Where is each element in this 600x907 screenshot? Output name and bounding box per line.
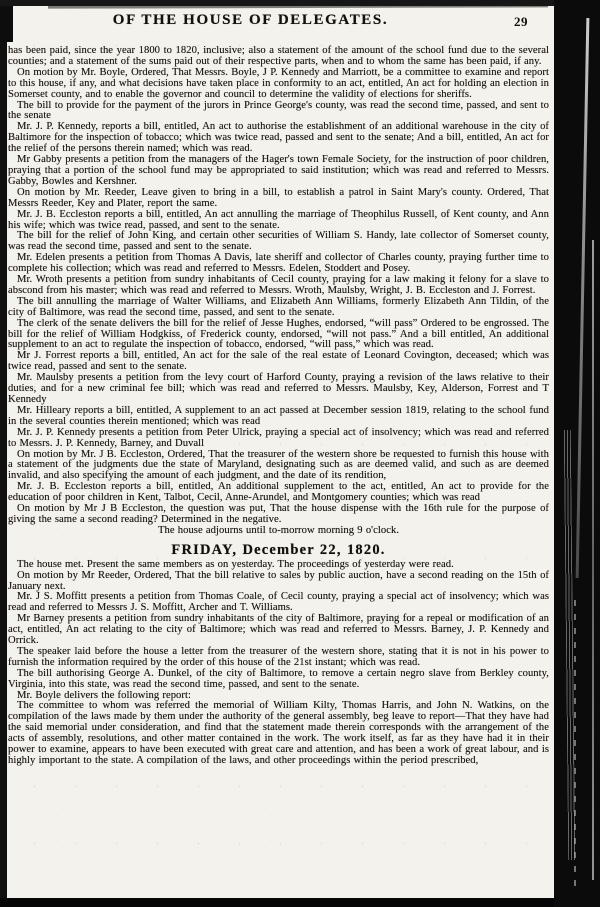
- paragraph: On motion by Mr. Boyle, Ordered, That Messrs. Boyle, J P. Kennedy and Marriott, be a committee to examine and report to this house, if any, and what decisions have taken place in conformity to an act, entitled, An act for holding an election in Somerset county, and to enable the governor and council to determine the validity of elections for sheriffs.: [8, 66, 549, 100]
- paragraph: The clerk of the senate delivers the bill for the relief of Jesse Hughes, endorsed, “will pass” Ordered to be engrossed. The bill for the relief of William Hodgkiss, of Frederick county, endorsed, “will not pass.” And a bill entitled, An additional supplement to an act to regulate the inspection of tobacco, endorsed, “will pass,” which was read.: [8, 317, 549, 351]
- paragraph: Mr. Edelen presents a petition from Thomas A Davis, late sheriff and collector of Charles county, praying further time to complete his collection; which was read and referred to Messrs. Edelen, Stoddert and Posey.: [8, 252, 549, 275]
- page-body: [8, 46, 549, 767]
- scan-edge-right: [554, 0, 600, 907]
- paragraph: Mr J. Forrest reports a bill, entitled, An act for the sale of the real estate of Leonard Covington, deceased; which was twice read, passed and sent to the senate.: [8, 350, 549, 373]
- paragraph: Mr. Wroth presents a petition from sundry inhabitants of Cecil county, praying for a law making it felony for a slave to abscond from his master; which was read and referred to Messrs. Wroth, Maulsby, Wright, J. B. Eccleston and J. Forrest.: [8, 274, 549, 296]
- scan-blotch-top-left: [0, 6, 13, 42]
- paragraph: Mr. J. P. Kennedy, reports a bill, entitled, An act to authorise the establishment of an additional warehouse in the city of Baltimore for the inspection of tobacco; which was twice read, passed and sent to the senate; And a bill, entitled, An act for the relief of the persons therein named; which was read.: [8, 121, 549, 155]
- paragraph: On motion by Mr Reeder, Ordered, That the bill relative to sales by public auction, have a second reading on the 15th of January next.: [8, 569, 549, 592]
- book-page: [7, 6, 554, 898]
- paragraph: On motion by Mr. Reeder, Leave given to bring in a bill, to establish a patrol in Saint Mary's county. Ordered, That Messrs Reeder, Key and Plater, report the same.: [8, 186, 549, 209]
- paragraph: The bill annulling the marriage of Walter Williams, and Elizabeth Ann Williams, formerly Elizabeth Ann Tildin, of the city of Baltimore, was read the second time, passed, and sent to the senate.: [8, 295, 549, 318]
- paragraph: The house met. Present the same members as on yesterday. The proceedings of yesterday were read.: [17, 558, 454, 570]
- scan-edge-bottom: [0, 898, 600, 907]
- friday-session-heading: FRIDAY, December 22, 1820.: [171, 541, 386, 558]
- paragraph: Mr. Maulsby presents a petition from the levy court of Harford County, praying a revision of the laws relative to their duties, and for a new criminal fee bill; which was read and referred to Messrs. Maulsby, Key, Alderson, Forrest and T Kennedy: [8, 372, 549, 405]
- paragraph: Mr. J S. Moffitt presents a petition from Thomas Coale, of Cecil county, praying a special act of insolvency; which was read and referred to Messrs J. S. Moffitt, Archer and T. Williams.: [8, 591, 549, 614]
- paragraph: The bill for the relief of John King, and certain other securities of William S. Handy, late collector of Somerset county, was read the second time, passed and sent to the senate.: [8, 230, 549, 253]
- film-streak: [576, 18, 590, 578]
- paragraph: The house adjourns until to-morrow morning 9 o'clock.: [157, 524, 400, 536]
- paragraph: Mr. J. P. Kennedy presents a petition from Peter Ulrick, praying a special act of insolvency; which was read and referred to Messrs. J. P. Kennedy, Barney, and Duvall: [8, 426, 549, 449]
- page-number: 29: [514, 14, 528, 29]
- paragraph: Mr Gabby presents a petition from the managers of the Hager's town Female Society, for the instruction of poor children, praying that a portion of the school fund may be appropriated to said institution; which was read and referred to Messrs. Gabby, Bowles and Kershner.: [8, 154, 549, 187]
- paragraph: Mr. Boyle delivers the following report:: [17, 689, 191, 701]
- paragraph: On motion by Mr J B Eccleston, the question was put, That the house dispense with the 16th rule for the purpose of giving the same a second reading? Determined in the negative.: [8, 503, 549, 525]
- film-streak: [574, 600, 576, 890]
- paragraph: has been paid, since the year 1800 to 1820, inclusive; also a statement of the amount of the school fund due to the several counties; and a statement of the sums paid out of their respective parts, when and to whom the same has been paid, if any.: [8, 45, 549, 67]
- paragraph: Mr Barney presents a petition from sundry inhabitants of the city of Baltimore, praying for a repeal or modification of an act, entitled, An act relating to the city of Baltimore; which was read and referred to Messrs. Barney, J. P. Kennedy and Orrick.: [8, 613, 549, 647]
- paragraph: The committee to whom was referred the memorial of William Kilty, Thomas Harris, and John N. Watkins, on the compilation of the laws made by them under the authority of the general assembly, beg leave to report—That they have had the said memorial under consideration, and find that the statement made therein corresponds with the arrangement of the acts of assembly, resolutions, and other matter contained in the work. The work itself, as far as they have had it in their power to examine, appears to have been executed with great care and attention, and has been a work of great labour, and is highly important to the state. A compilation of the laws, and other proceedings within the period prescribed,: [8, 700, 549, 766]
- paragraph: Mr. J. B. Eccleston reports a bill, entitled, An additional supplement to the act, entitled, An act to provide for the education of poor children in Kent, Talbot, Cecil, Anne-Arundel, and Montgomery counties; which was read: [8, 481, 549, 504]
- paragraph: On motion by Mr. J B. Eccleston, Ordered, That the treasurer of the western shore be requested to furnish this house with a statement of the judgments due the state of Maryland, designating such as are deemed valid, and such as are deemed invalid, and also specifying the amount of each judgment, and the date of its rendition,: [8, 448, 549, 482]
- thursday-proceedings: [8, 46, 549, 537]
- paragraph: Mr. Hilleary reports a bill, entitled, A supplement to an act passed at December session 1819, relating to the school fund in the several counties therein mentioned; which was read: [8, 404, 549, 427]
- paragraph: The bill authorising George A. Dunkel, of the city of Baltimore, to remove a certain negro slave from Berkley county, Virginia, into this state, was read the second time, passed, and sent to the senate.: [8, 667, 549, 690]
- paragraph: Mr. J. B. Eccleston reports a bill, entitled, An act annulling the marriage of Theophilus Russell, of Kent county, and Ann his wife; which was twice read, passed, and sent to the senate.: [8, 208, 549, 231]
- scan-edge-left: [0, 0, 7, 907]
- film-streak: [592, 240, 594, 880]
- paragraph: The bill to provide for the payment of the jurors in Prince George's county, was read the second time, passed, and sent to the senate: [8, 99, 549, 122]
- friday-proceedings: [8, 560, 549, 767]
- paragraph: The speaker laid before the house a letter from the treasurer of the western shore, stating that it is not in his power to furnish the information required by the order of this house of the 21st instant; which was read.: [8, 645, 549, 668]
- page-header: [7, 6, 554, 38]
- running-header-title: OF THE HOUSE OF DELEGATES.: [112, 12, 389, 28]
